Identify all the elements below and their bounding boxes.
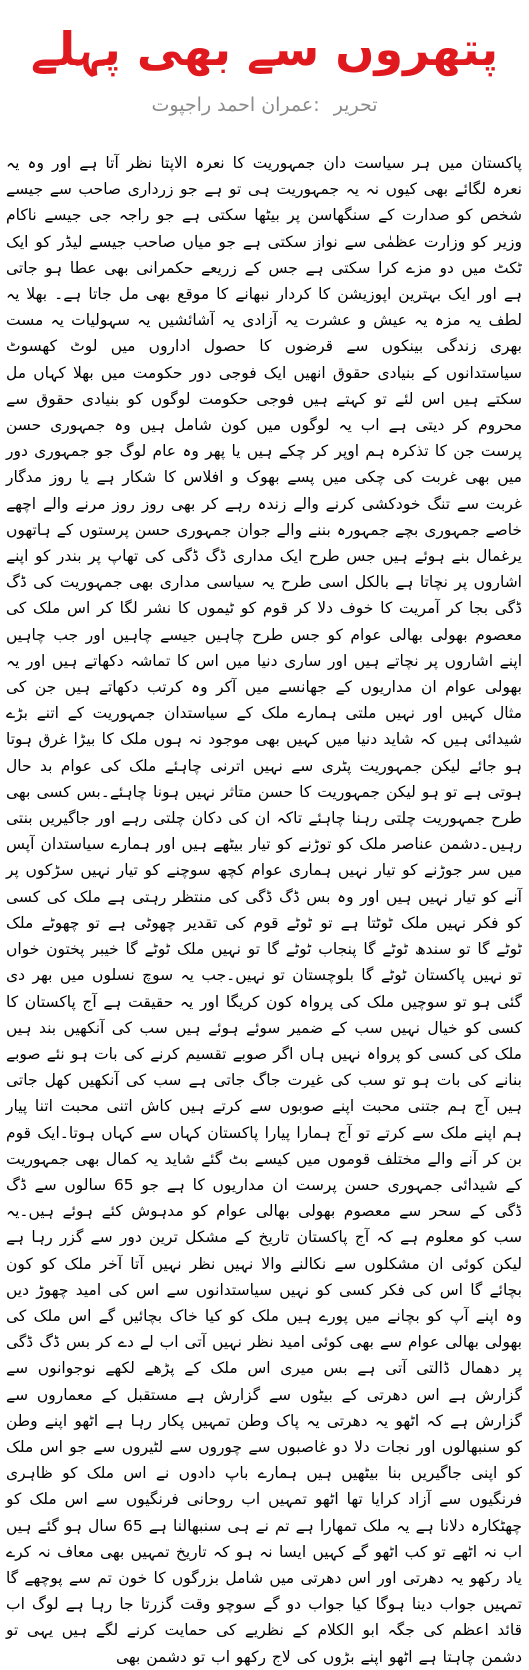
byline (0, 90, 529, 120)
byline-label: تحریر (333, 94, 378, 116)
article-title: پتھروں سے بھی پہلے (30, 22, 499, 76)
article-paragraph: پاکستان میں ہر سیاست دان جمہوریت کا نعرہ الاپتا نظر آتا ہے اور وہ یہ نعرہ لگائے بھی کیوں نہ یہ جمہوریت ہی تو ہے جو زرداری صاحب سے جیسے شخص کو صدارت کے سنگھاسن پر بیٹھا سکتی ہے جو راجہ جی جیسے ناکام وزیر کو وزارت عظمٰی سے نواز سکتی ہے جو میاں صاحب جیسے لیڈر کو ایک ٹکٹ میں دو مزے کرا سکتی ہے جس کے زریعے حکمرانی بھی عطا ہو جاتی ہے اور ایک بہترین اپوزیشن کا کردار نبھانے کا موقع بھی مل جاتا ہے۔ بھلا یہ لطف یہ مزہ یہ عیش و عشرت یہ آزادی یہ آشائشیں یہ سہولیات یہ مست بھری زندگی بینکوں سے قرضوں کا حصول اداروں میں لوٹ کھسوٹ سیاستدانوں کے بنیادی حقوق انھیں ایک فوجی دور حکومت میں بھلا کہاں مل سکتے ہیں اس لئے تو کہتے ہیں فوجی حکومت لوگوں کو بنیادی حقوق سے محروم کر دیتی ہے اب یہ لوگوں میں کون شامل ہیں وہ جمہوری حسن پرست جن کا تذکرہ ہم اوپر کر چکے ہیں یا پھر وہ عام لوگ جو جمہوری دور میں بھی غربت کی چکی میں پسے بھوک و افلاس کا شکار ہے یا روز مدگار غربت سے تنگ خودکشی کرنے والے زندہ رہے کر بھی روز روز مرنے والے اچھے خاصے جمہوری بچے جمہورہ بننے والے جوان جمہوری حسن پرستوں کے ہاتھوں یرغمال بنے ہوئے ہیں جس طرح ایک مداری ڈگ ڈگی کی تھاپ پر بندر کو اپنے اشاروں پر نچاتا ہے بالکل اسی طرح یہ سیاسی مداری بھی جمہوریت کی ڈگ ڈگی بجا کر آمریت کا خوف دلا کر قوم کو ٹیموں کا نشر لگا کر اس ملک کی معصوم بھولی بھالی عوام کو جس طرح چاہیں جیسے چاہیں اور جب چاہیں اپنے اشاروں پر نچاتے ہیں اور ساری دنیا میں اس کا تماشہ دکھاتے ہیں اور یہ بھولی عوام ان مداریوں کے جھانسے میں آکر وہ کرتب دکھاتے ہیں جن کی مثال کہیں اور نہیں ملتی ہمارے ملک کے سیاستدان جمہوریت کے اتنے بڑے شیدائی ہیں کہ شاید دنیا میں کہیں بھی موجود نہ ہوں ملک کا بیڑا غرق ہوتا ہو جائے لیکن جمہوریت پٹری سے نہیں اترنی چاہئے ملک کی عوام بد حال ہوتی ہے تو ہو لیکن جمہوریت کا حسن متاثر نہیں ہونا چاہئے۔بس کسی بھی طرح جمہوریت چلتی رہنا چاہئے تاکہ ان کی دکان چلتی رہے اور جاگیریں بنتی رہیں۔دشمن عناصر ملک کو توڑنے کو تیار بیٹھے ہیں اور ہمارے سیاستدان آپس میں سر جوڑنے کو تیار نہیں ہماری عوام کچھ سوچنے کو تیار نہیں سڑکوں پر آنے کو تیار نہیں ہیں اور وہ بس ڈگ ڈگی کی منتظر رہتی ہے ملک کی کسی کو فکر نہیں ملک ٹوٹتا ہے تو ٹوٹے قوم کی تقدیر چھوٹی ہے تو چھوٹے ملک ٹوٹے گا تو سندھ ٹوٹے گا پنجاب ٹوٹے گا تو نہیں ملک ٹوٹے گا خیبر پختون خواں تو نہیں پاکستان ٹوٹے گا بلوچستان تو نہیں۔جب یہ سوچ نسلوں میں بھر دی گئی ہو تو سوچیں ملک کی پرواہ کون کریگا اور یہ حقیقت ہے آج پاکستان کا کسی کو خیال نہیں سب کے ضمیر سوئے ہوئے ہیں سب کی آنکھیں بند ہیں ملک کی کسی کو پرواہ نہیں ہاں اگر صوبے تقسیم کرنے کی بات ہو نئے صوبے بنانے کی بات ہو تو سب کی غیرت جاگ جاتی ہے سب کی آنکھیں کھل جاتی ہیں آج ہم جتنی محبت اپنے صوبوں سے کرتے ہیں کاش اتنی محبت اتنا پیار ہم اپنے ملک سے کرتے تو آج ہمارا پیارا پاکستان کہاں سے کہاں ہوتا۔ایک قوم بن کر آنے والے مختلف قوموں میں کیسے بٹ گئے شاید یہ کمال بھی جمہوریت کے شیدائی جمہوری حسن پرست ان مداریوں کا ہے جو 65 سالوں سے ڈگ ڈگی کے سحر سے معصوم بھولی بھالی عوام کو مدہوش کئے ہوئے ہیں۔یہ سب کو معلوم ہے کہ آج پاکستان تاریخ کے مشکل ترین دور سے گزر رہا ہے لیکن کوئی ان مشکلوں سے نکالنے والا نہیں نظر نہیں آتا آخر ملک کو کون بچائے گا اس کی فکر کسی کو نہیں سیاستدانوں سے اس کی امید چھوڑ دیں وہ اپنے آپ کو بچانے میں پورے ہیں ملک کو کیا خاک بچائیں گے اس ملک کی بھولی بھالی عوام سے بھی کوئی امید نظر نہیں آتی اب لے دے کر بس ڈگ ڈگی پر دھمال ڈالتی آتی ہے بس میری اس ملک کے پڑھے لکھے نوجوانوں سے گزارش ہے اس دھرتی کے بیٹوں سے گزارش ہے مستقبل کے معماروں سے گزارش ہے کہ اٹھو یہ دھرتی یہ پاک وطن تمہیں پکار رہا ہے اٹھو اپنے وطن کو سنبھالوں اور نجات دلا دو غاصبوں سے چوروں سے لٹیروں سے جو اس ملک کو اپنی جاگیریں بنا بیٹھیں ہیں ہمارے باپ دادوں نے اس ملک کو ظاہری فرنگیوں سے آزاد کرایا تھا اٹھو تمہیں اب روحانی فرنگیوں سے اس ملک کو چھٹکارہ دلانا ہے یہ ملک تمھارا ہے تم نے ہی سنبھالنا ہے 65 سال ہو گئے ہیں اب نہ اٹھے تو کب اٹھو گے کہیں ایسا نہ ہو کہ تاریخ تمہیں بھی معاف نہ کرے یاد رکھو یہ دھرتی اور اس دھرتی میں شامل بزرگوں کا خون تم سے پوچھے گا تمہیں جواب دینا ہوگا کیا جواب دو گے سوچو وقت گزرتا جا رہا ہے لوگ اب قائد اعظم کی جگہ ابو الکلام کے نظریے کی حمایت کرنے لگے ہیں یہی تو دشمن چاہتا ہے اٹھو اپنے بڑوں کی لاج رکھو اب تو دشمن بھی (6, 154, 522, 1666)
article-body (6, 150, 522, 1670)
byline-author: :عمران احمد راجپوت (151, 94, 320, 116)
